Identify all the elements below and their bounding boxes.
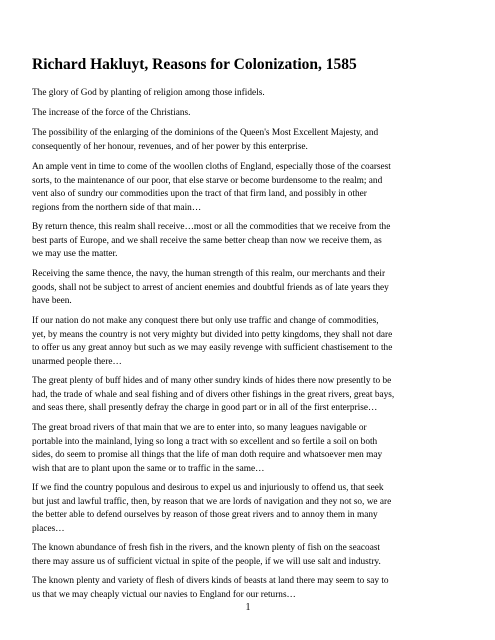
text-line: the better able to defend ourselves by reason of those great rivers and to annoy them in many: [32, 510, 378, 520]
text-line: regions from the northern side of that main…: [32, 202, 202, 213]
text-line: sides, do seem to promise all things that the life of man doth require and whatsoever men may: [32, 450, 383, 460]
paragraph: [32, 221, 464, 262]
text-line: consequently of her honour, revenues, and of her power by this enterprise.: [32, 141, 308, 152]
text-line: sorts, to the maintenance of our poor, that else starve or become burdensome to the realm; and: [32, 175, 383, 186]
text-line: unarmed people there…: [32, 356, 122, 367]
text-line: had, the trade of whale and seal fishing and of divers other fishings in the great rivers, great bays,: [32, 389, 395, 400]
document-title: Richard Hakluyt, Reasons for Colonization, 1585: [32, 56, 357, 73]
text-line: wish that are to plant upon the same or to traffic in the same…: [32, 463, 265, 474]
text-line: us that we may cheaply victual our navies to England for our returns…: [32, 589, 296, 600]
text-line: The known abundance of fresh fish in the rivers, and the known plenty of fish on the seacoast: [32, 543, 381, 553]
text-line: but just and lawful traffic, then, by reason that we are lords of navigation and they not so, we are: [32, 496, 392, 507]
paragraph: [32, 127, 464, 154]
text-line: to offer us any great annoy but such as we may easily revenge with sufficient chastisement to the: [32, 343, 393, 353]
text-line: vent also of sundry our commodities upon the tract of that firm land, and possibly in other: [32, 189, 367, 199]
text-line: portable into the mainland, lying so long a tract with so excellent and so fertile a soil on both: [32, 436, 378, 447]
paragraph: [32, 107, 464, 121]
text-line: places…: [32, 523, 65, 534]
text-line: If our nation do not make any conquest there but only use traffic and change of commodities,: [32, 316, 379, 326]
paragraph: [32, 87, 464, 101]
text-line: best parts of Europe, and we shall receive the same better cheap than now we receive them, as: [32, 235, 382, 246]
text-line: An ample vent in time to come of the woollen cloths of England, especially those of the coarsest: [32, 162, 391, 172]
text-line: The known plenty and variety of flesh of divers kinds of beasts at land there may seem to say to: [32, 576, 389, 586]
text-line: and seas there, shall presently defray the charge in good part or in all of the first enterprise…: [32, 403, 378, 413]
paragraph: [32, 161, 464, 215]
text-line: have been.: [32, 296, 72, 306]
text-line: goods, shall not be subject to arrest of ancient enemies and doubtful friends as of late years they: [32, 282, 389, 293]
text-line: we may use the matter.: [32, 249, 118, 259]
text-line: The glory of God by planting of religion among those infidels.: [32, 88, 265, 98]
text-line: The possibility of the enlarging of the dominions of the Queen's Most Excellent Majesty, and: [32, 128, 379, 138]
text-line: Receiving the same thence, the navy, the human strength of this realm, our merchants and their: [32, 269, 386, 279]
paragraph: [32, 422, 464, 476]
paragraph: [32, 375, 464, 416]
paragraph: [32, 542, 464, 569]
paragraph: [32, 315, 464, 369]
paragraph: [32, 482, 464, 536]
text-line: The great plenty of buff hides and of many other sundry kinds of hides there now presently to be: [32, 376, 392, 386]
text-line: The great broad rivers of that main that we are to enter into, so many leagues navigable or: [32, 423, 367, 433]
text-line: yet, by means the country is not very mighty but divided into petty kingdoms, they shall not dare: [32, 329, 393, 340]
text-line: there may assure us of sufficient victual in spite of the people, if we will use salt and industry.: [32, 556, 381, 567]
text-line: If we find the country populous and desirous to expel us and injuriously to offend us, that seek: [32, 483, 384, 493]
text-line: By return thence, this realm shall receive…most or all the commodities that we receive from the: [32, 222, 391, 232]
page-number: 1: [245, 602, 251, 613]
text-line: The increase of the force of the Christians.: [32, 108, 191, 118]
paragraph: [32, 575, 464, 602]
paragraph: [32, 268, 464, 309]
